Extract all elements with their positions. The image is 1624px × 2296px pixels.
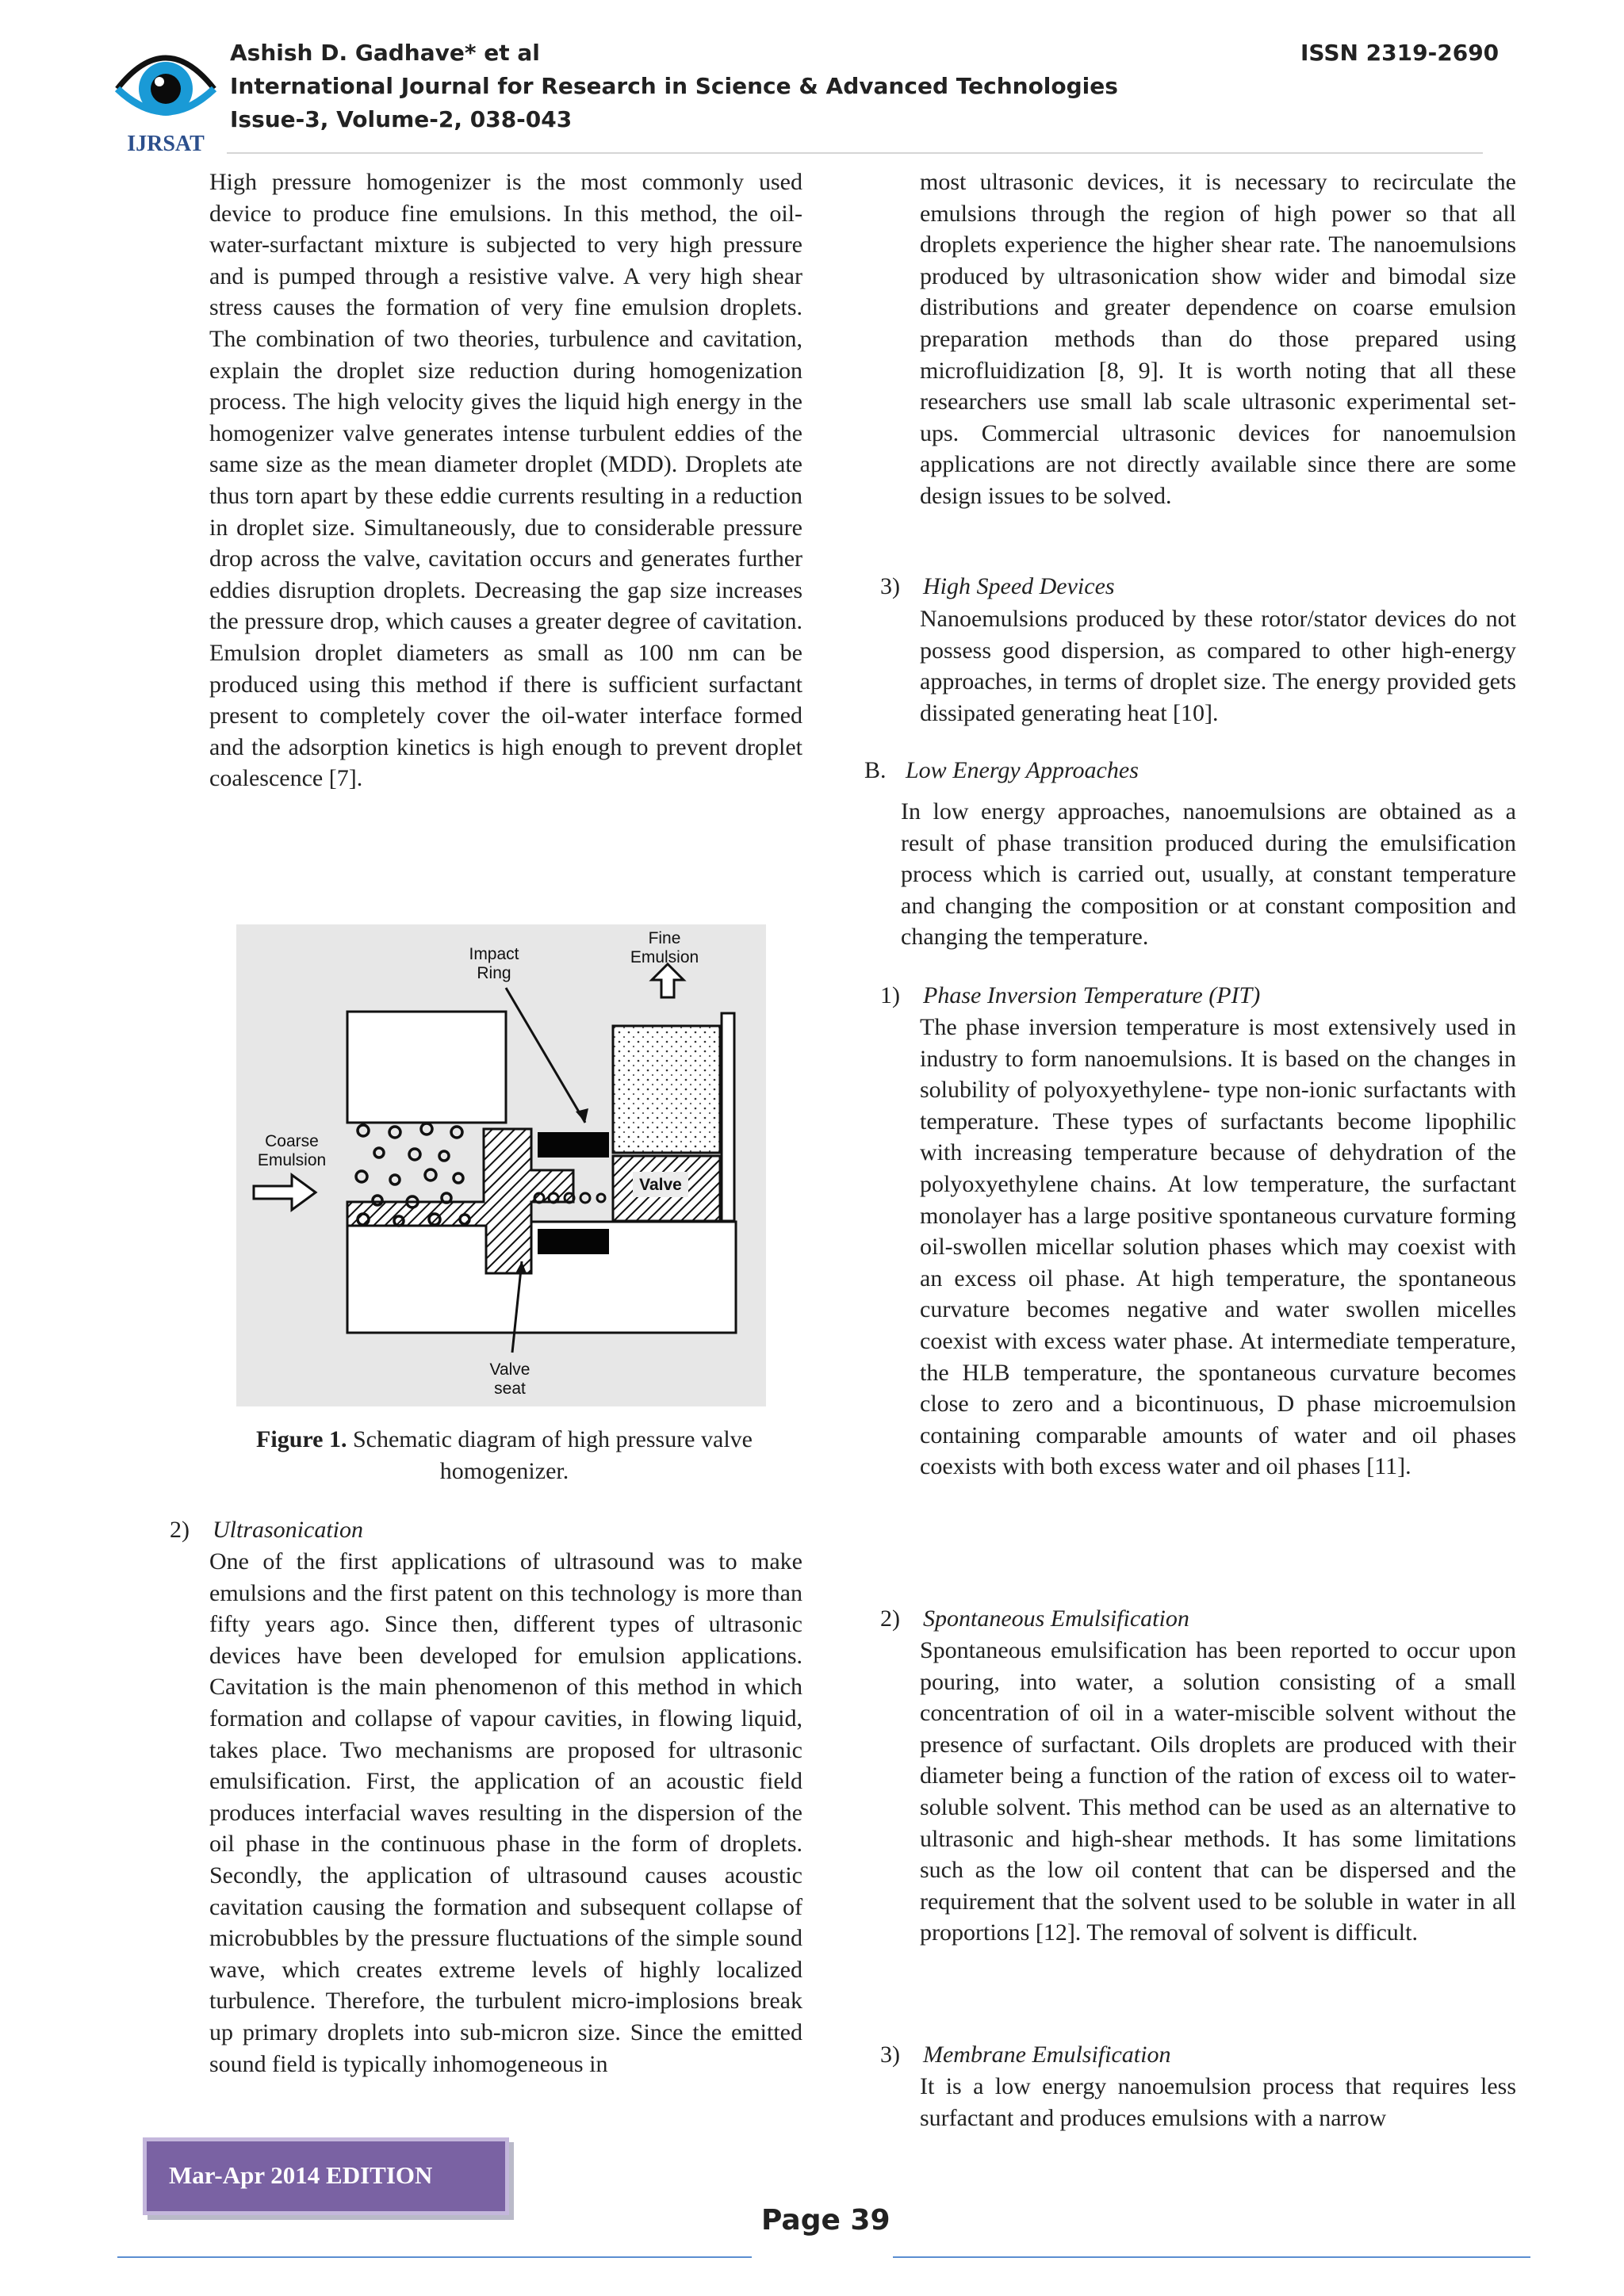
header-issue: Issue-3, Volume-2, 038-043 bbox=[230, 106, 573, 132]
pit-paragraph: The phase inversion temperature is most extensively used in industry to form nanoemulsions. It is based on the changes in solubility of polyoxyethylene- type non-ionic surfactants with temperature. These types of surfactants become lipophilic with increasing temperature because of dehydration of the polyoxyethylene chains. At low temperature, the surfactant monolayer has a large positive spontaneous curvature forming oil-swollen micellar solution phases which may coexist with an excess oil phase. At high temperature, the spontaneous curvature becomes negative and water swollen micelles coexist with excess water phase. At intermediate temperature, the HLB temperature, the spontaneous curvature becomes close to zero and a bicontinuous, D phase microemulsion containing comparable amounts of water and oil phases coexists with both excess water and oil phases [11]. bbox=[920, 1014, 1516, 1480]
label-valve: Valve bbox=[639, 1176, 682, 1194]
caption-text: Schematic diagram of high pressure valve homogenizer. bbox=[352, 1426, 753, 1484]
edition-badge: Mar-Apr 2014 EDITION bbox=[143, 2137, 509, 2215]
journal-logo bbox=[111, 32, 220, 155]
footer-line-right bbox=[893, 2256, 1530, 2258]
heading-high-speed: 3) High Speed Devices bbox=[880, 573, 1115, 599]
caption-label: Figure 1. bbox=[256, 1426, 347, 1452]
inlet-arrow-icon bbox=[254, 1175, 316, 1210]
figure-caption bbox=[211, 1424, 798, 1487]
low-energy-paragraph: In low energy approaches, nanoemulsions are obtained as a result of phase transition produced during the emulsification process which is carried out, usually, at constant temperature and changing the composition or at constant composition and changing the temperature. bbox=[901, 798, 1516, 951]
label-valve-seat-1: Valve bbox=[489, 1360, 530, 1379]
ultrasonication-continuation: most ultrasonic devices, it is necessary to recirculate the emulsions through the region of high power so that all droplets experience the higher shear rate. The nanoemulsions produced by ultrasonication show wider and bimodal size distributions and greater dependence on coarse emulsion preparation methods than do those prepared using microfluidization [8, 9]. It is worth noting that all these researchers use small lab scale ultrasonic experimental set-ups. Commercial ultrasonic devices for nanoemulsion applications are not directly available since there are some design issues to be solved. bbox=[920, 169, 1516, 509]
impact-ring-bottom bbox=[538, 1229, 609, 1254]
label-coarse-emulsion: Emulsion bbox=[257, 1151, 327, 1169]
label-coarse: Coarse bbox=[265, 1132, 319, 1150]
heading-ultrasonication: 2) Ultrasonication bbox=[170, 1517, 364, 1543]
label-fine: Fine bbox=[648, 929, 681, 947]
footer-line-left bbox=[117, 2256, 752, 2258]
page-number: Page 39 bbox=[761, 2204, 891, 2237]
header-journal: International Journal for Research in Science & Advanced Technologies bbox=[230, 73, 1118, 99]
logo-text: IJRSAT bbox=[127, 132, 205, 155]
label-valve-seat-2: seat bbox=[494, 1380, 526, 1398]
heading-spontaneous: 2) Spontaneous Emulsification bbox=[880, 1605, 1189, 1632]
spontaneous-paragraph: Spontaneous emulsification has been reported to occur upon pouring, into water, a solution consisting of a small concentration of oil in a water-miscible solvent without the presence of surfactant. Oils droplets are produced with their diameter being a function of the ration of excess oil to water-soluble solvent. This method can be used as an alternative to ultrasonic and high-shear methods. It has some limitations such as the low oil content that can be dispersed and the requirement that the solvent used to be soluble in water in all proportions [12]. The removal of solvent is difficult. bbox=[920, 1637, 1516, 1946]
label-ring: Ring bbox=[477, 964, 511, 982]
impact-ring-top bbox=[538, 1132, 609, 1158]
impact-ring-pointer bbox=[506, 988, 585, 1123]
ultrasonication-paragraph: One of the first applications of ultrasound was to make emulsions and the first patent on this technology is more than fifty years ago. Since then, different types of ultrasonic devices have been developed for emulsion applications. Cavitation is the main phenomenon of this method in which formation and collapse of vapour cavities, in flowing liquid, takes place. Two mechanisms are proposed for ultrasonic emulsification. First, the application of an acoustic field produces interfacial waves resulting in the dispersion of the oil phase in the continuous phase in the form of droplets. Secondly, the application of ultrasound causes acoustic cavitation causing the formation and subsequent collapse of microbubbles by the pressure fluctuations of the simple sound wave, which creates extreme levels of highly localized turbulence. Therefore, the turbulent micro-implosions break up primary droplets into sub-micron size. Since the emitted sound field is typically inhomogeneous in bbox=[209, 1548, 802, 2077]
outlet-arrow-icon bbox=[652, 964, 684, 997]
heading-low-energy: B. Low Energy Approaches bbox=[864, 757, 1139, 783]
fine-emulsion-region bbox=[613, 1026, 720, 1153]
upper-housing bbox=[347, 1012, 506, 1123]
label-fine-emulsion: Emulsion bbox=[630, 948, 699, 966]
homogenizer-schematic bbox=[236, 924, 766, 1406]
heading-membrane: 3) Membrane Emulsification bbox=[880, 2042, 1171, 2068]
figure-homogenizer-diagram bbox=[236, 924, 766, 1406]
header-issn: ISSN 2319-2690 bbox=[1300, 40, 1500, 66]
high-speed-paragraph: Nanoemulsions produced by these rotor/stator devices do not possess good dispersion, as compared to other high-energy approaches, in terms of droplet size. The energy provided gets dissipated generating heat [10]. bbox=[920, 606, 1516, 726]
membrane-paragraph: It is a low energy nanoemulsion process that requires less surfactant and produces emulsions with a narrow bbox=[920, 2073, 1516, 2131]
eye-logo-icon bbox=[111, 32, 220, 155]
intro-paragraph: High pressure homogenizer is the most commonly used device to produce fine emulsions. In this method, the oil-water-surfactant mixture is subjected to very high pressure and is pumped through a resistive valve. A very high shear stress causes the formation of very fine emulsion droplets. The combination of two theories, turbulence and cavitation, explain the droplet size reduction during homogenization process. The high velocity gives the liquid high energy in the homogenizer valve generates intense turbulent eddies of the same size as the mean diameter droplet (MDD). Droplets ate thus torn apart by these eddie currents resulting in a reduction in droplet size. Simultaneously, due to considerable pressure drop across the valve, cavitation occurs and generates further eddies disruption droplets. Decreasing the gap size increases the pressure drop, which causes a greater degree of cavitation. Emulsion droplet diameters as small as 100 nm can be produced using this method if there is sufficient surfactant present to completely cover the oil-water interface formed and the adsorption kinetics is high enough to prevent droplet coalescence [7]. bbox=[209, 169, 802, 792]
header-divider bbox=[227, 152, 1483, 154]
outer-wall bbox=[722, 1013, 734, 1221]
heading-pit: 1) Phase Inversion Temperature (PIT) bbox=[880, 982, 1261, 1008]
label-impact: Impact bbox=[469, 945, 519, 963]
header-author: Ashish D. Gadhave* et al bbox=[230, 40, 540, 66]
